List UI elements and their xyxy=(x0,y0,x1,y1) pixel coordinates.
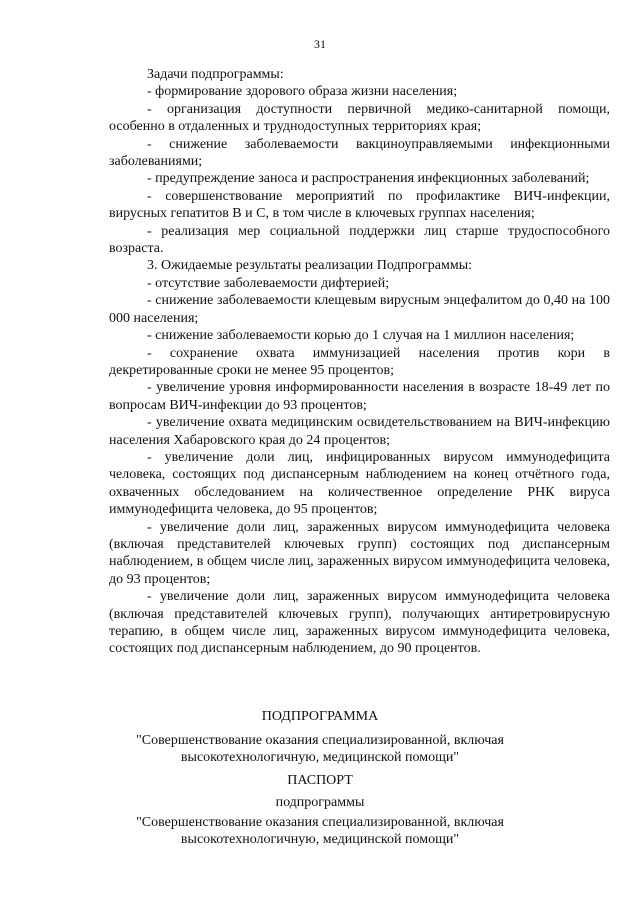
paragraph-task-1: - формирование здорового образа жизни населения; xyxy=(147,84,458,100)
paragraph-result-7: - увеличение доли лиц, инфицированных вирусом иммунодефицита человека, состоящих под диспансерным наблюдением на конец отчётного года, охваченных обследованием на количественное определение РНК вируса иммунодефицита человека, до 95 процентов; xyxy=(109,449,610,518)
paragraph-result-4: - сохранение охвата иммунизацией населения против кори в декретированные сроки не менее 95 процентов; xyxy=(109,345,610,378)
paragraph-task-2: - организация доступности первичной медико-санитарной помощи, особенно в отдаленных и труднодоступных территориях края; xyxy=(109,101,610,135)
passport-heading: ПАСПОРТ xyxy=(287,773,353,788)
passport-subheading: подпрограммы xyxy=(275,795,365,810)
paragraph-task-4: - предупреждение заноса и распространения инфекционных заболеваний; xyxy=(147,171,590,187)
paragraph-result-8: - увеличение доли лиц, зараженных вирусом иммунодефицита человека (включая представителей ключевых групп) состоящих под диспансерным наблюдением, в общем числе лиц, зараженных вирусом иммунодефицита человека, до 93 процентов; xyxy=(109,519,610,587)
paragraph-result-3: - снижение заболеваемости корью до 1 случая на 1 миллион населения; xyxy=(147,328,575,344)
page-number: 31 xyxy=(314,37,326,51)
paragraph-result-9: - увеличение доли лиц, зараженных вирусом иммунодефицита человека (включая представителей ключевых групп), получающих антиретровирусную терапию, в общем числе лиц, зараженных вирусом иммунодефицита человека, состоящих под диспансерным наблюдением, до 90 процентов. xyxy=(109,589,610,657)
paragraph-tasks-heading: Задачи подпрограммы: xyxy=(147,67,284,82)
paragraph-task-6: - реализация мер социальной поддержки лиц старше трудоспособного возраста. xyxy=(109,223,610,257)
paragraph-result-6: - увеличение охвата медицинским освидетельствованием на ВИЧ-инфекцию населения Хабаровского края до 24 процентов; xyxy=(109,415,610,448)
passport-title-line-1: "Совершенствование оказания специализированной, включая xyxy=(136,815,504,830)
subprogram-title-line-1: "Совершенствование оказания специализированной, включая xyxy=(136,733,504,748)
paragraph-results-heading: 3. Ожидаемые результаты реализации Подпрограммы: xyxy=(147,258,473,274)
subprogram-section xyxy=(0,708,640,766)
paragraph-result-1: - отсутствие заболеваемости дифтерией; xyxy=(147,275,390,291)
passport-title-line-2: высокотехнологичную, медицинской помощи" xyxy=(180,832,460,847)
passport-section xyxy=(0,772,640,848)
subprogram-title-line-2: высокотехнологичную, медицинской помощи" xyxy=(180,750,460,765)
document-body xyxy=(109,66,610,658)
paragraph-result-2: - снижение заболеваемости клещевым вирусным энцефалитом до 0,40 на 100 000 населения; xyxy=(109,293,610,326)
subprogram-heading: ПОДПРОГРАММА xyxy=(261,709,379,724)
paragraph-task-5: - совершенствование мероприятий по профилактике ВИЧ-инфекции, вирусных гепатитов В и С, в том числе в ключевых группах населения; xyxy=(109,188,610,222)
paragraph-result-5: - увеличение уровня информированности населения в возрасте 18-49 лет по вопросам ВИЧ-инфекции до 93 процентов; xyxy=(109,380,610,413)
paragraph-task-3: - снижение заболеваемости вакциноуправляемыми инфекционными заболеваниями; xyxy=(109,136,610,170)
